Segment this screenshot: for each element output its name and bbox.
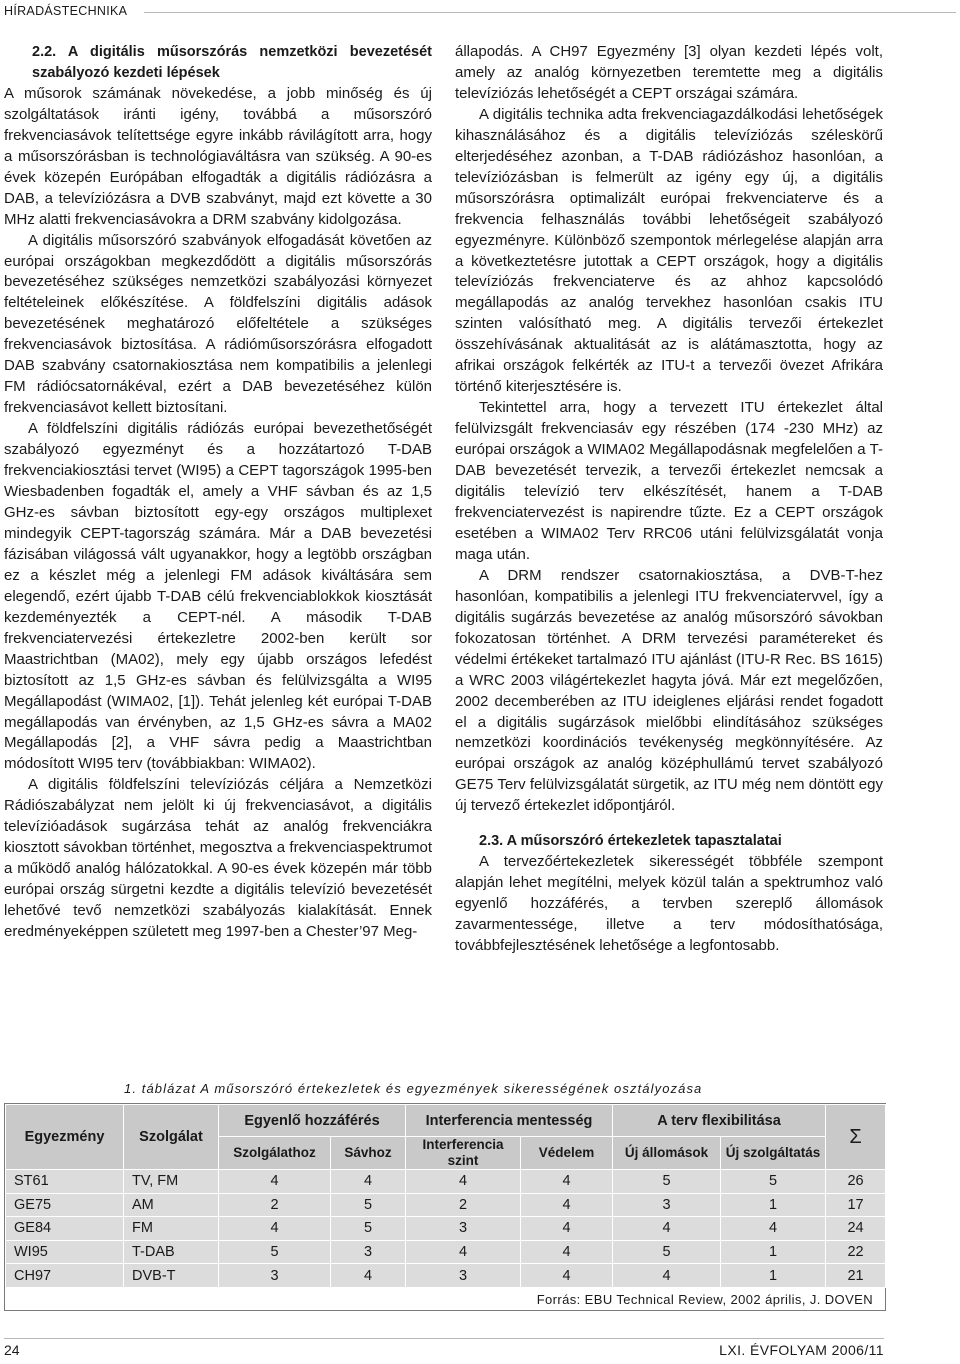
cell-value: 4 [331,1264,406,1288]
cell-value: 4 [613,1264,721,1288]
cell-sum: 17 [826,1193,886,1217]
cell-value: 5 [613,1240,721,1264]
cell-value: 4 [721,1217,826,1241]
cell-value: 1 [721,1240,826,1264]
cell-agreement: GE84 [6,1217,124,1241]
cell-value: 4 [219,1217,331,1241]
paragraph: A DRM rendszer csatornakiosztása, a DVB-T-hez hasonlóan, kompatibilis a jelenlegi ITU frekvenciatervvel, így a digitális sugárzás bevezetése az analóg műsorszóró sávokban fokozatosan történhet. A DRM tervezési paramétereket és védelmi értékeket tartalmazó ITU ajánlást (ITU-R Rec. BS 1615) a WRC 2003 világértekezlet hagyta jóvá. Már ezt megelőzően, 2002 decemberében az ITU ideiglenes eljárási rendet fogadott el a digitális sugárzások mielőbbi elindításához szükséges nemzetközi koordinációs tevékenység megkönnyítésére. Az európai országok az analóg középhullámú tervet szabályozó GE75 Terv felülvizsgálatát sürgetik, az ITU még nem döntött egy új tervező értekezlet időpontjáról. [455,566,883,815]
table-row [6,1193,886,1217]
cell-value: 4 [521,1217,613,1241]
header-to-band: Sávhoz [331,1137,406,1170]
paragraph: állapodás. A CH97 Egyezmény [3] olyan kezdeti lépés volt, amely az analóg környezetben teremtette meg a digitális televíziózás lehetőségét a CEPT országai számára. [455,43,883,102]
cell-value: 2 [406,1193,521,1217]
header-sigma: Σ [826,1105,886,1170]
cell-sum: 26 [826,1170,886,1194]
header-equal-access: Egyenlő hozzáférés [219,1105,406,1137]
cell-agreement: CH97 [6,1264,124,1288]
cell-value: 1 [721,1264,826,1288]
table-source: Forrás: EBU Technical Review, 2002 április, J. DOVEN [536,1292,873,1307]
page-footer [4,1338,884,1360]
cell-agreement: ST61 [6,1170,124,1194]
cell-value: 4 [406,1170,521,1194]
header-rule [144,12,956,13]
table-caption: 1. táblázat A műsorszóró értekezletek és egyezmények sikerességének osztályozása [124,1081,703,1096]
section-heading-2-3: 2.3. A műsorszóró értekezletek tapasztalatai [479,833,782,850]
cell-service: DVB-T [124,1264,219,1288]
paragraph: A digitális műsorszóró szabványok elfogadását követően az európai országokban megkezdődött a digitális műsorszórás bevezetéséhez szükséges nemzetközi szabályozási környezet feltételeinek előkészítése. A földfelszíni digitális adások bevezetésének meghatározó előfeltétele a szükséges frekvenciasávok biztosítása. A rádióműsorszórásra elfogadott DAB szabvány csatornakiosztása nem kompatibilis a jelenlegi FM rádiócsatornákéval, ezért a DAB bevezetéséhez külön frekvenciasávot kellett biztosítani. [4,231,432,417]
left-column [4,42,432,1064]
cell-value: 4 [521,1240,613,1264]
header-agreement: Egyezmény [6,1105,124,1170]
footer-rule [4,1338,884,1339]
score-table [5,1104,886,1288]
cell-service: T-DAB [124,1240,219,1264]
header-flexibility: A terv flexibilitása [613,1105,826,1137]
cell-value: 4 [219,1170,331,1194]
table-row [6,1264,886,1288]
score-table-panel [4,1103,886,1311]
paragraph: A digitális technika adta frekvenciagazdálkodási lehetőségek kihasználásához és a digitális televíziózás széleskörű elterjedéséhez azonban, a T-DAB rádiózáshoz hasonlóan, a televíziózásban is felmerült az igény egy új, a digitális műsorszórásra optimalizált európai frekvenciaterve és a frekvencia felhasználás további lehetőségeit szabályozó egyezményre. Különböző szempontok mérlegelése alapján arra a következtetésre jutottak a CEPT országok, hogy a digitális televíziózás frekvenciaterve és az ahhoz kapcsolódó megállapodás az analóg tervekhez hasonlóan csakis ITU szinten valósítható meg. A digitális tervezői értekezlet összehívásának aktualitását az is alátámasztotta, hogy az afrikai országok felkérték az ITU-t a tervezői övezet Afrikára történő kiterjesztésére is. [455,105,883,396]
cell-value: 3 [406,1264,521,1288]
cell-value: 4 [521,1193,613,1217]
header-new-services: Új szolgáltatás [721,1137,826,1170]
table-row [6,1170,886,1194]
cell-value: 4 [521,1264,613,1288]
cell-agreement: GE75 [6,1193,124,1217]
cell-value: 1 [721,1193,826,1217]
volume-info: LXI. ÉVFOLYAM 2006/11 [719,1342,884,1358]
cell-value: 4 [521,1170,613,1194]
running-header [4,0,956,26]
right-column [455,42,883,1064]
paragraph: A tervezőértekezletek sikerességét többféle szempont alapján lehet megítélni, melyek közül talán a spektrumhoz való egyenlő hozzáférés, a tervben szereplő állomások zavarmentessége, illetve a terv módosíthatósága, továbbfejlesztésének lehetősége a legfontosabb. [455,853,883,955]
cell-value: 5 [219,1240,331,1264]
cell-value: 5 [721,1170,826,1194]
cell-sum: 21 [826,1264,886,1288]
table-row [6,1240,886,1264]
cell-value: 4 [613,1217,721,1241]
cell-value: 2 [219,1193,331,1217]
cell-value: 5 [331,1217,406,1241]
cell-value: 3 [613,1193,721,1217]
cell-value: 3 [331,1240,406,1264]
section-heading-2-2: 2.2. A digitális műsorszórás nemzetközi bevezetését szabályozó kezdeti lépések [32,44,432,81]
header-new-stations: Új állomások [613,1137,721,1170]
header-service: Szolgálat [124,1105,219,1170]
header-interference-level: Interferencia szint [406,1137,521,1170]
cell-value: 3 [219,1264,331,1288]
header-interference-free: Interferencia mentesség [406,1105,613,1137]
paragraph: A digitális földfelszíni televíziózás céljára a Nemzetközi Rádiószabályzat nem jelölt ki új frekvenciasávot, a digitális televízióadások sugárzása tehát az analóg frekvenciákra kiosztott sávokban történhet, megosztva a frekvenciaspektrumot a működő analóg hálózatokkal. A 90-es évek közepén már több európai ország sürgetni kezdte a digitális televízió bevezetését lehetővé tevő nemzetközi szabályozás kialakítását. Ennek eredményeképpen született meg 1997-ben a Chester’97 Meg- [4,776,432,941]
cell-value: 4 [406,1240,521,1264]
header-to-service: Szolgálathoz [219,1137,331,1170]
paragraph: Tekintettel arra, hogy a tervezett ITU értekezlet által felülvizsgált frekvenciasáv egy részében (174 -230 MHz) az európai országok a WIMA02 Megállapodásnak megfelelően a T-DAB bevezetését tervezik, a tervezői értekezlet nemcsak a digitális televízió terv elkészítését, hanem a T-DAB frekvenciatervezést is napirendre tűzte. Ez a CEPT országok esetében a WIMA02 Terv RRC06 utáni felülvizsgálatát vonja maga után. [455,399,883,563]
paragraph: A földfelszíni digitális rádiózás európai bevezethetőségét szabályozó egyezményt és a hozzátartozó T-DAB frekvenciakiosztási tervet (WI95) a CEPT tagországok 1995-ben Wiesbadenben fogadták el, amely a VHF sávban és az 1,5 GHz-es sávban biztosított egy-egy országos multiplexet mindegyik CEPT-tagország számára. Már a DAB bevezetési fázisában világossá vált ugyanakkor, hogy a legtöbb országban ez a készlet még a jelenlegi FM adások kiváltására sem elegendő, ezért újabb T-DAB célú frekvenciablokkok kiosztását kezdeményezték a CEPT-nél. A második T-DAB frekvenciatervezési értekezletre 2002-ben került sor Maastrichtban (MA02), mely egy újabb országos lefedést biztosított az 1,5 GHz-es sávban és felülvizsgálta a WI95 Megállapodást (WIMA02, [1]). Tehát jelenleg két európai T-DAB megállapodás van érvényben, az 1,5 GHz-es sávra a MA02 Megállapodás [2], a VHF sávra pedig a Maastrichtban módosított WI95 terv (továbbiakban: WIMA02). [4,420,432,773]
cell-agreement: WI95 [6,1240,124,1264]
cell-value: 5 [331,1193,406,1217]
cell-service: FM [124,1217,219,1241]
cell-service: TV, FM [124,1170,219,1194]
table-row [6,1217,886,1241]
paragraph: A műsorok számának növekedése, a jobb minőség és új szolgáltatások iránti igény, továbbá a műsorszóró frekvenciasávok telítettsége egyre inkább rávilágított arra, hogy a műsorszórásban is technológiaváltásra van szükség. A 90-es évek közepén Európában elfogadták a digitális rádiózásra a DAB, a televíziózásra a DVB szabványt, majd ezt követte a 30 MHz alatti frekvenciasávokra a DRM szabvány kidolgozása. [4,84,432,228]
header-protection: Védelem [521,1137,613,1170]
cell-service: AM [124,1193,219,1217]
cell-sum: 24 [826,1217,886,1241]
cell-value: 4 [331,1170,406,1194]
page-number: 24 [4,1342,20,1358]
cell-value: 3 [406,1217,521,1241]
cell-value: 5 [613,1170,721,1194]
running-title: HÍRADÁSTECHNIKA [4,4,128,18]
cell-sum: 22 [826,1240,886,1264]
